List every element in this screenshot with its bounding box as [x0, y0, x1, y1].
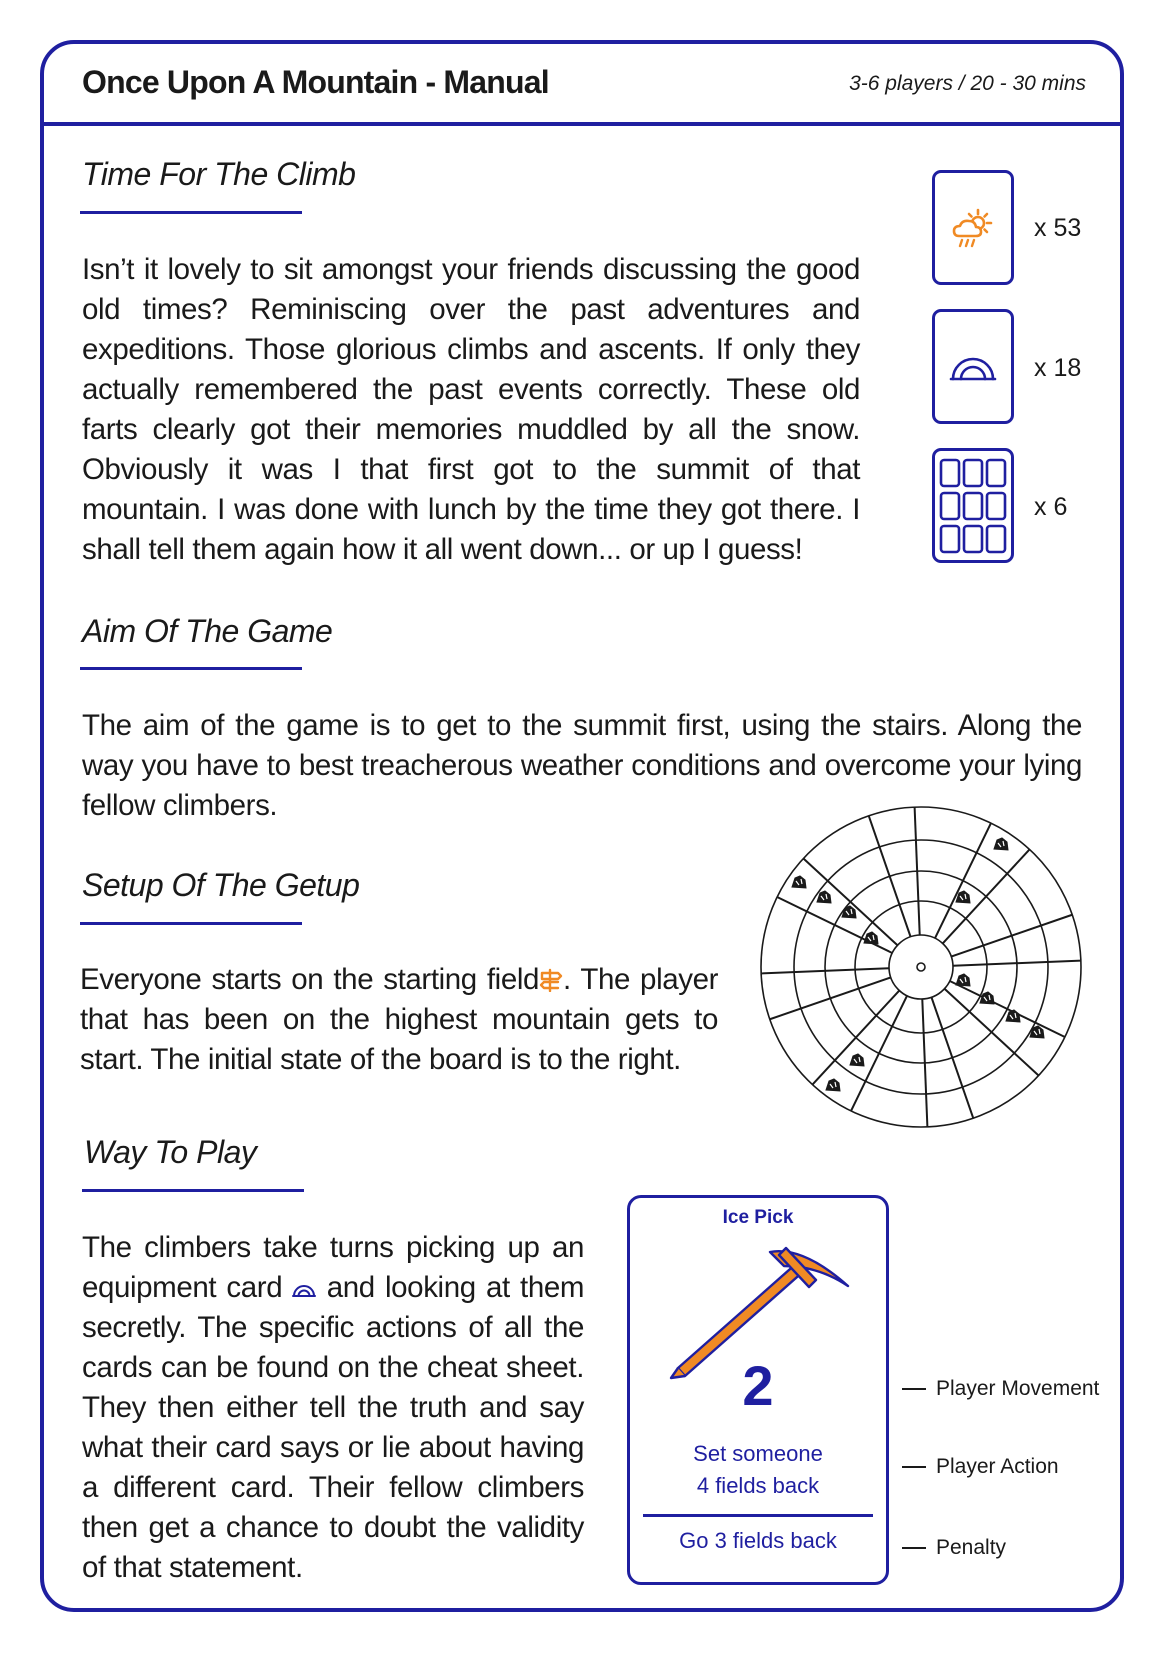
grid-card-count: x 6 [1034, 493, 1068, 521]
section-underline [82, 1189, 304, 1192]
rock-icon [850, 1054, 864, 1066]
dome-icon [949, 350, 997, 384]
weather-card-tile [932, 170, 1014, 285]
section-title-way-to-play: Way To Play [84, 1134, 257, 1170]
card-name: Ice Pick [722, 1207, 794, 1228]
section-text-time-for-the-climb: Isn’t it lovely to sit amongst your friends discussing the good old times? Reminiscing over the past adventures and expeditions. Those glorious climbs and ascents. If only they actually remembered the past events correctly. These old farts clearly got their memories muddled by all the snow. Obviously it was I that first got to the summit of that mountain. I was done with lunch by the time they got there. I shall tell them again how it all went down... or up I guess! [82, 253, 860, 566]
callout-leader-line [902, 1547, 926, 1549]
callout-penalty: Penalty [902, 1536, 1006, 1560]
callout-leader-line [902, 1388, 926, 1390]
header-divider [40, 122, 1124, 126]
board-ring [761, 807, 1081, 1127]
section-title-time-for-the-climb: Time For The Climb [82, 156, 356, 192]
weather-card-count: x 53 [1034, 214, 1082, 242]
board-ring [825, 871, 1017, 1063]
rock-icon [817, 891, 831, 903]
rock-icon [826, 1079, 840, 1091]
callout-leader-line [902, 1466, 926, 1468]
section-text-setup-of-the-getup: Everyone starts on the starting field . The player that has been on the highest mountain gets to start. The initial state of the board is to the right. [80, 963, 719, 1076]
section-title-setup-of-the-getup: Setup Of The Getup [82, 867, 360, 903]
rock-icon [792, 876, 806, 888]
board-ring [794, 840, 1048, 1094]
callout-player-action: Player Action [902, 1455, 1059, 1479]
rock-icon [842, 906, 856, 918]
callout-player-movement: Player Movement [902, 1377, 1099, 1401]
board-diagram [757, 803, 1085, 1131]
grid-icon [938, 456, 1008, 556]
equipment-card-count: x 18 [1034, 354, 1082, 382]
rock-icon [994, 838, 1008, 850]
section-text-way-to-play: The climbers take turns picking up an equipment card and looking at them secretly. The specific actions of all the cards can be found on the cheat sheet. They then either tell the truth and say what their card says or lie about having a different card. Their fellow climbers then get a chance to doubt the validity of that statement. [82, 1231, 585, 1584]
document-title: Once Upon A Mountain - Manual [82, 64, 549, 100]
rock-icon [864, 932, 878, 944]
board-ring [889, 935, 953, 999]
section-underline [80, 211, 302, 214]
board-center [917, 963, 925, 971]
grid-card-tile [932, 448, 1014, 563]
section-underline [80, 667, 302, 670]
rock-icon [1006, 1010, 1020, 1022]
section-title-aim-of-the-game: Aim Of The Game [82, 613, 333, 649]
section-underline [80, 922, 302, 925]
card-divider [643, 1514, 873, 1517]
card-movement-value: 2 [742, 1354, 774, 1417]
weather-icon [951, 206, 995, 250]
section-text-aim-of-the-game: The aim of the game is to get to the summit first, using the stairs. Along the way you have to best treacherous weather conditions and overcome your lying fellow climbers. [82, 709, 1082, 822]
card-penalty-text: Go 3 fields back [679, 1528, 837, 1553]
example-equipment-card [627, 1195, 889, 1585]
players-and-duration: 3-6 players / 20 - 30 mins [849, 72, 1086, 95]
signpost-icon [539, 968, 563, 992]
board-ring [855, 901, 987, 1033]
equipment-card-tile [932, 309, 1014, 424]
rock-icon [956, 974, 970, 986]
card-action-text: Set someone 4 fields back [693, 1441, 823, 1498]
dome-icon [292, 1276, 316, 1300]
